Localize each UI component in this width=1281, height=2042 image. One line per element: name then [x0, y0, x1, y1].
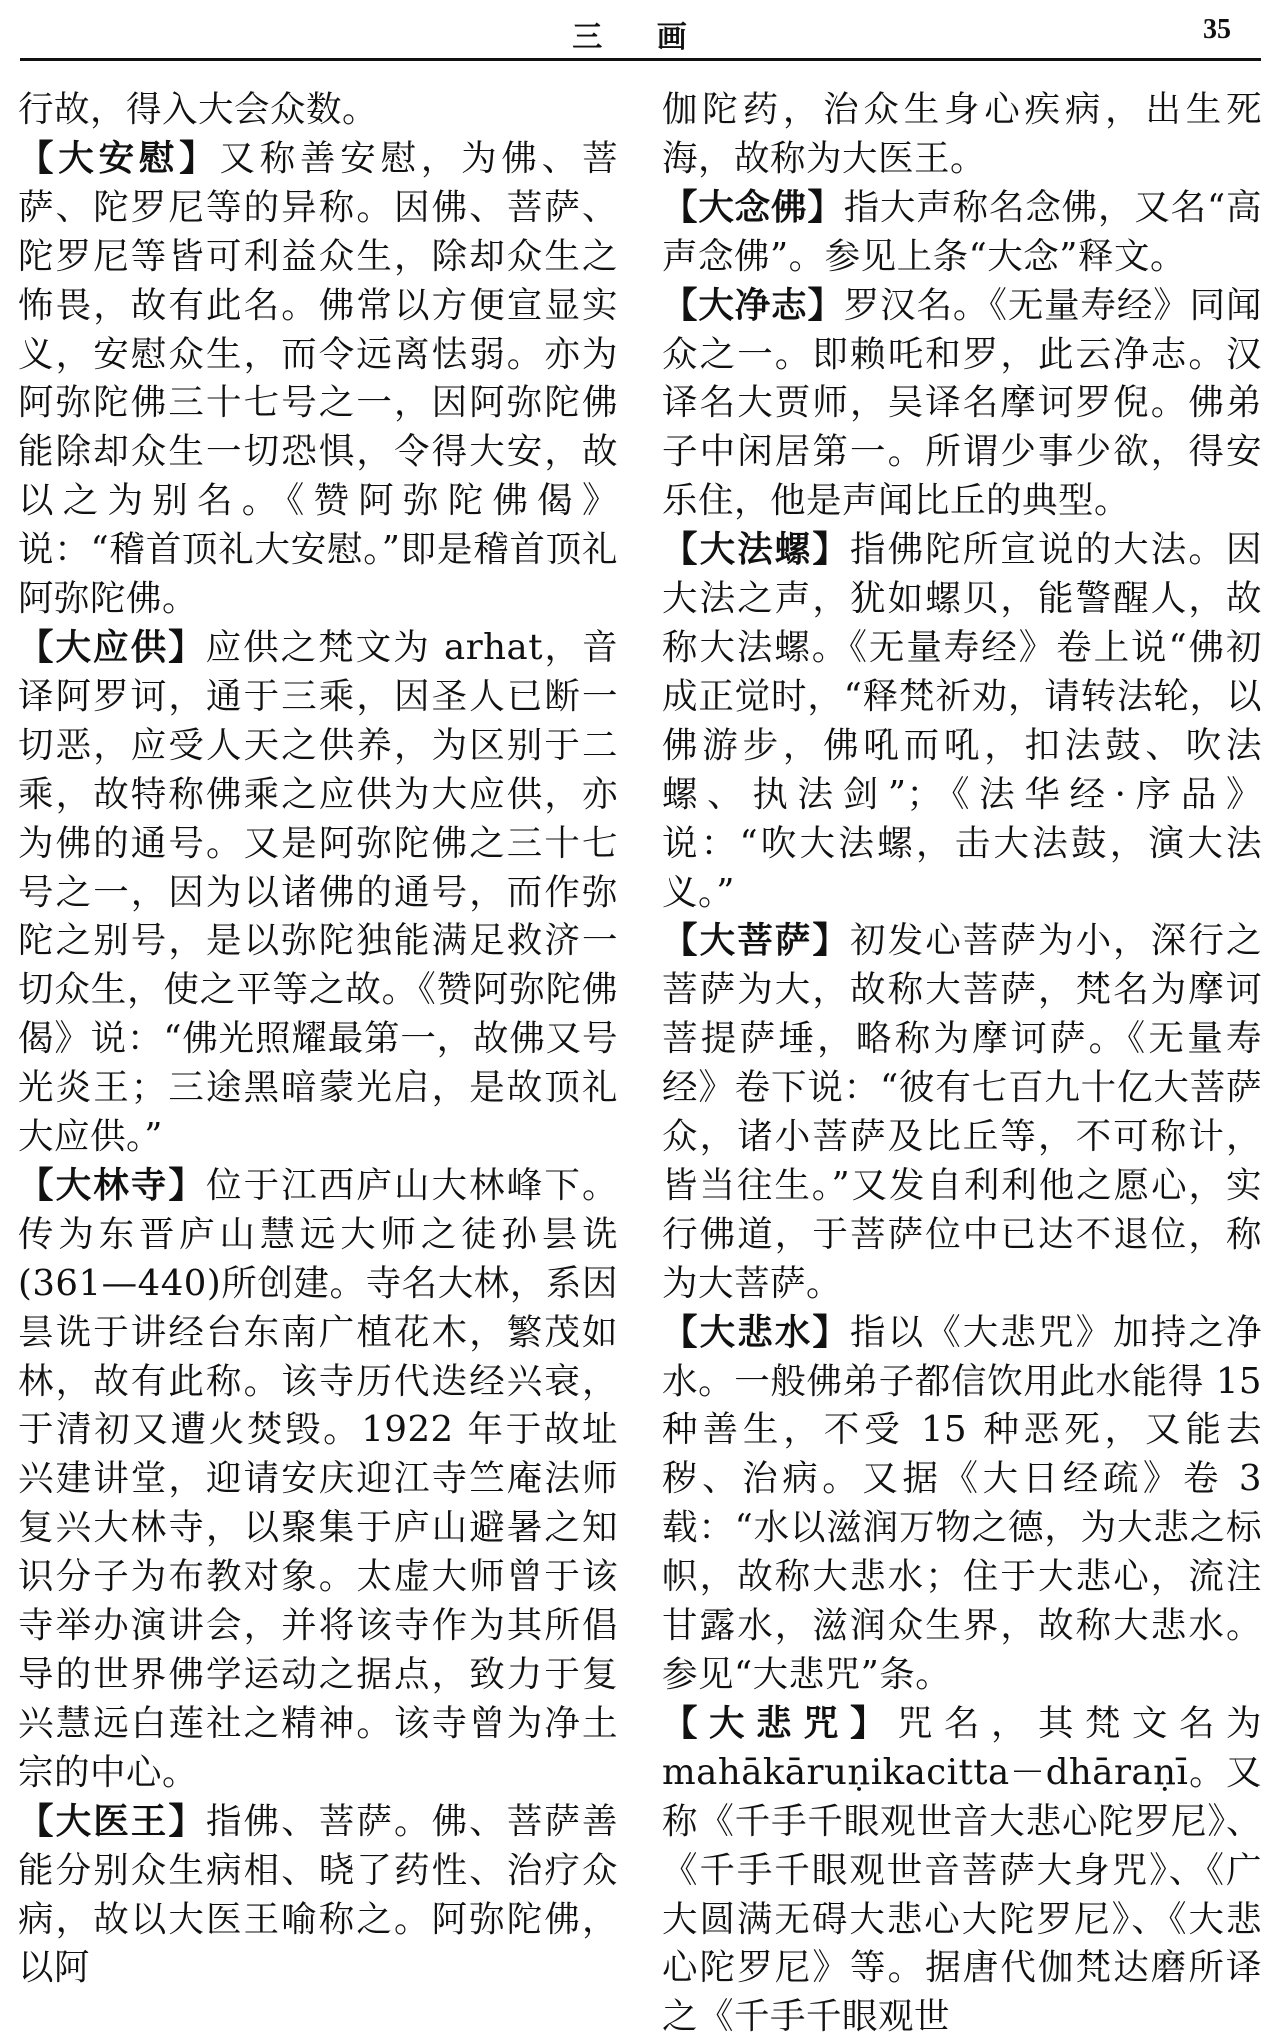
entry-text: 行故，得入大会众数。 [18, 89, 379, 130]
dictionary-entry [662, 86, 1262, 184]
headword-close-bracket: 】 [168, 626, 206, 668]
headword-text: 大念佛 [698, 186, 808, 228]
entry-text: 指佛、菩萨。佛、菩萨善能分别众生病相、晓了药性、治疗众病，故以大医王喻称之。阿弥陀佛，以阿 [18, 1800, 618, 1989]
dictionary-entry [18, 86, 618, 135]
dictionary-entry [18, 1798, 618, 1994]
entry-text: 应供之梵文为 arhat，音译阿罗诃，通于三乘，因圣人已断一切恶，应受人天之供养，为区别于二乘，故特称佛乘之应供为大应供，亦为佛的通号。又是阿弥陀佛之三十七号之一，因为以诸佛的通号，而作弥陀之别号，是以弥陀独能满足救济一切众生，使之平等之故。《赞阿弥陀佛偈》说：“佛光照耀最第一，故佛又号光炎王；三途黑暗蒙光启，是故顶礼大应供。” [18, 626, 618, 1158]
headword-text: 大菩萨 [699, 920, 813, 962]
entry-headword [662, 1312, 850, 1353]
header-rule [20, 58, 1261, 61]
entry-headword [662, 285, 844, 326]
page-number: 35 [1203, 14, 1231, 45]
headword-close-bracket: 】 [812, 529, 851, 571]
dictionary-entry [662, 526, 1262, 917]
dictionary-entry [18, 624, 618, 1162]
headword-open-bracket: 【 [662, 284, 699, 326]
left-column [18, 86, 618, 1993]
entry-headword [662, 187, 844, 228]
dictionary-entry [662, 184, 1262, 282]
headword-open-bracket: 【 [18, 137, 59, 179]
entry-headword [662, 529, 850, 570]
entry-headword [662, 920, 850, 961]
headword-open-bracket: 【 [18, 626, 56, 668]
page-header [0, 0, 1281, 56]
headword-text: 大净志 [698, 284, 808, 326]
headword-close-bracket: 】 [179, 137, 220, 179]
entry-text: 指大声称名念佛，又名“高声念佛”。参见上条“大念”释文。 [662, 186, 1262, 277]
dictionary-entry [18, 1162, 618, 1798]
headword-text: 大悲水 [699, 1311, 813, 1353]
dictionary-entry [662, 1309, 1262, 1700]
entry-headword [18, 1801, 206, 1842]
headword-text: 大法螺 [699, 529, 813, 571]
headword-close-bracket: 】 [812, 1311, 851, 1353]
dictionary-entry [662, 917, 1262, 1308]
headword-close-bracket: 】 [812, 920, 851, 962]
headword-close-bracket: 】 [168, 1164, 207, 1206]
headword-text: 大林寺 [55, 1164, 169, 1206]
entry-text: 指佛陀所宣说的大法。因大法之声，犹如螺贝，能警醒人，故称大法螺。《无量寿经》卷上说“佛初成正觉时，“释梵祈劝，请转法轮，以佛游步，佛吼而吼，扣法鼓、吹法螺、执法剑”；《法华经·序品》说：“吹大法螺，击大法鼓，演大法义。” [662, 529, 1262, 913]
entry-text: 又称善安慰，为佛、菩萨、陀罗尼等的异称。因佛、菩萨、陀罗尼等皆可利益众生，除却众生之怖畏，故有此名。佛常以方便宣显实义，安慰众生，而令远离怯弱。亦为阿弥陀佛三十七号之一，因阿弥陀佛能除却众生一切恐惧，令得大安，故以之为别名。《赞阿弥陀佛偈》说：“稽首顶礼大安慰。”即是稽首顶礼阿弥陀佛。 [18, 137, 618, 620]
entry-text: 位于江西庐山大林峰下。传为东晋庐山慧远大师之徒孙昙诜(361—440)所创建。寺名大林，系因昙诜于讲经台东南广植花木，繁茂如林，故有此称。该寺历代迭经兴衰，于清初又遭火焚毁。1922 年于故址兴建讲堂，迎请安庆迎江寺竺庵法师复兴大林寺，以聚集于庐山避暑之知识分子为布教对象。太虚大师曾于该寺举办演讲会，并将该寺作为其所倡导的世界佛学运动之据点，致力于复兴慧远白莲社之精神。该寺曾为净土宗的中心。 [18, 1164, 618, 1793]
headword-text: 大应供 [55, 626, 169, 668]
headword-open-bracket: 【 [662, 1311, 700, 1353]
entry-text: 指以《大悲咒》加持之净水。一般佛弟子都信饮用此水能得 15 种善生，不受 15 种恶死，又能去秽、治病。又据《大日经疏》卷 3 载：“水以滋润万物之德，为大悲之标帜，故称大悲水；住于大悲心，流注甘露水，滋润众生界，故称大悲水。参见“大悲咒”条。 [662, 1311, 1262, 1695]
headword-close-bracket: 】 [850, 1702, 897, 1744]
headword-text: 大悲咒 [709, 1702, 850, 1744]
headword-close-bracket: 】 [807, 186, 844, 228]
right-column [662, 86, 1262, 2042]
dictionary-entry [662, 282, 1262, 527]
entry-headword [662, 1703, 897, 1744]
headword-open-bracket: 【 [662, 1702, 709, 1744]
entry-text: 咒名，其梵文名为 mahākāruṇikacitta－dhāraṇī。又称《千手千眼观世音大悲心陀罗尼》、《千手千眼观世音菩萨大身咒》、《广大圆满无碍大悲心大陀罗尼》、《大悲心陀罗尼》等。据唐代伽梵达磨所译之《千手千眼观世 [662, 1702, 1262, 2038]
dictionary-entry [18, 135, 618, 624]
entry-text: 罗汉名。《无量寿经》同闻众之一。即赖吒和罗，此云净志。汉译名大贾师，吴译名摩诃罗倪。佛弟子中闲居第一。所谓少事少欲，得安乐住，他是声闻比丘的典型。 [662, 284, 1262, 522]
section-title: 三 画 [572, 20, 709, 55]
headword-open-bracket: 【 [662, 186, 699, 228]
dictionary-entry [662, 1700, 1262, 2042]
headword-text: 大安慰 [58, 137, 180, 179]
entry-headword [18, 138, 219, 179]
headword-open-bracket: 【 [18, 1800, 56, 1842]
entry-text: 初发心菩萨为小，深行之菩萨为大，故称大菩萨，梵名为摩诃菩提萨埵，略称为摩诃萨。《无量寿经》卷下说：“彼有七百九十亿大菩萨众，诸小菩萨及比丘等，不可称计，皆当往生。”又发自利利他之愿心，实行佛道，于菩萨位中已达不退位，称为大菩萨。 [662, 920, 1262, 1304]
headword-text: 大医王 [55, 1800, 169, 1842]
headword-open-bracket: 【 [18, 1164, 56, 1206]
headword-open-bracket: 【 [662, 920, 700, 962]
headword-close-bracket: 】 [807, 284, 844, 326]
headword-close-bracket: 】 [168, 1800, 207, 1842]
entry-text: 伽陀药，治众生身心疾病，出生死海，故称为大医王。 [662, 89, 1262, 179]
entry-headword [18, 627, 206, 668]
headword-open-bracket: 【 [662, 529, 700, 571]
entry-headword [18, 1165, 206, 1206]
